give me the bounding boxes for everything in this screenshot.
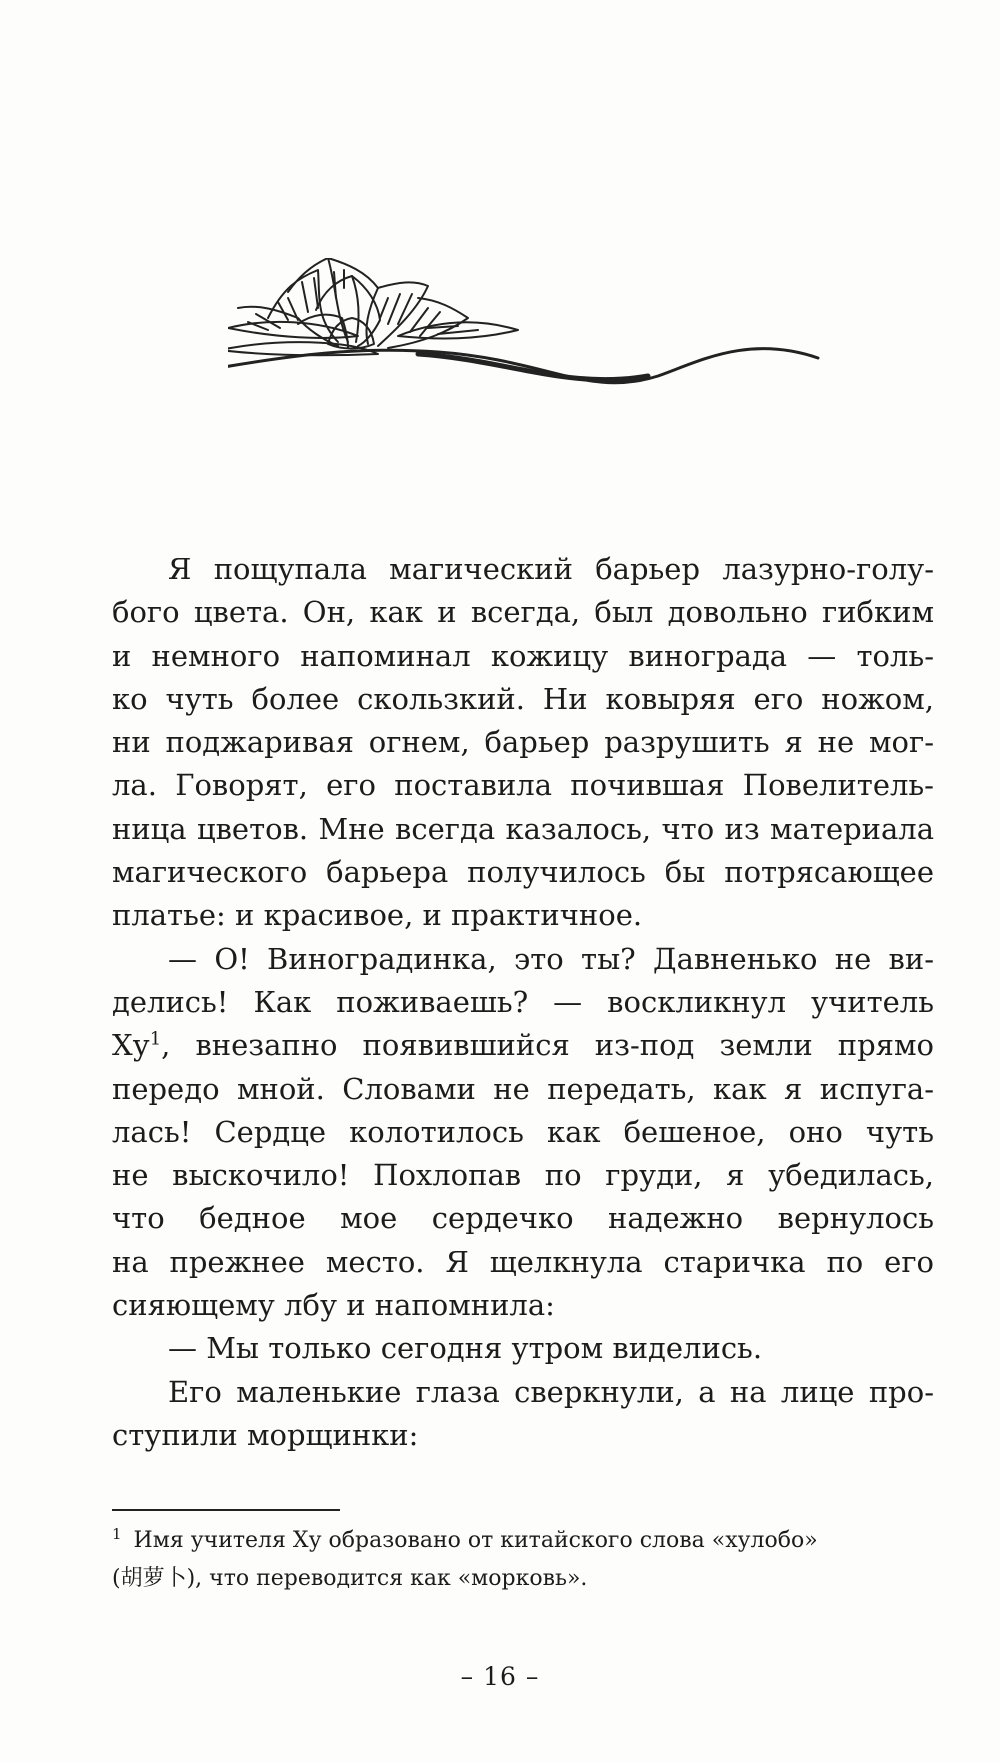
text-line: — Мы только сегодня утром виделись. — [168, 1331, 763, 1366]
footnote-divider — [112, 1509, 340, 1511]
lotus-icon — [228, 258, 820, 428]
text-line: ни поджаривая огнем, барьер разрушить я не мог- — [112, 725, 934, 760]
text-line: лась! Сердце колотилось как бешеное, оно чуть — [112, 1114, 934, 1149]
text-line: передо мной. Словами не передать, как я испуга- — [112, 1071, 934, 1106]
text-line: ница цветов. Мне всегда казалось, что из материала — [112, 811, 934, 846]
text-line: платье: и красивое, и практичное. — [112, 898, 643, 933]
text-line: магического барьера получилось бы потрясающее — [112, 855, 934, 890]
text-line: делись! Как поживаешь? — воскликнул учитель — [112, 984, 934, 1019]
text-line — [112, 1024, 934, 1067]
text-fragment: , внезапно появившийся из-под земли прямо — [161, 1028, 934, 1063]
text-line: ступили морщинки: — [112, 1417, 419, 1452]
footnote-ref: 1 — [149, 1028, 162, 1050]
text-line: Я пощупала магический барьер лазурно-голу- — [168, 552, 934, 586]
text-line: бого цвета. Он, как и всегда, был довольно гибким — [112, 595, 934, 630]
footnote-line — [112, 1522, 934, 1560]
text-line: на прежнее место. Я щелкнула старичка по его — [112, 1244, 934, 1279]
page-number: – 16 – — [460, 1662, 540, 1691]
text-line: Его маленькие глаза сверкнули, а на лице про- — [168, 1374, 934, 1409]
footnote-line: (胡萝卜), что переводится как «морковь». — [112, 1566, 588, 1591]
text-line: ко чуть более скользкий. Ни ковыряя его ножом, — [112, 681, 934, 716]
teacher-name: Ху — [112, 1028, 150, 1063]
text-line: и немного напоминал кожицу винограда — толь- — [112, 638, 934, 673]
text-line: сияющему лбу и напомнила: — [112, 1288, 555, 1323]
footnote — [112, 1522, 934, 1598]
text-line: что бедное мое сердечко надежно вернулось — [112, 1201, 934, 1236]
text-line: — О! Виноградинка, это ты? Давненько не ви- — [168, 941, 934, 976]
footnote-mark: 1 — [112, 1524, 122, 1543]
body-text — [112, 548, 934, 1457]
footnote-text: Имя учителя Ху образовано от китайского слова «хулобо» — [133, 1528, 818, 1553]
text-line: ла. Говорят, его поставила почившая Повелитель- — [112, 768, 934, 803]
text-line: не выскочило! Похлопав по груди, я убедилась, — [112, 1158, 934, 1193]
